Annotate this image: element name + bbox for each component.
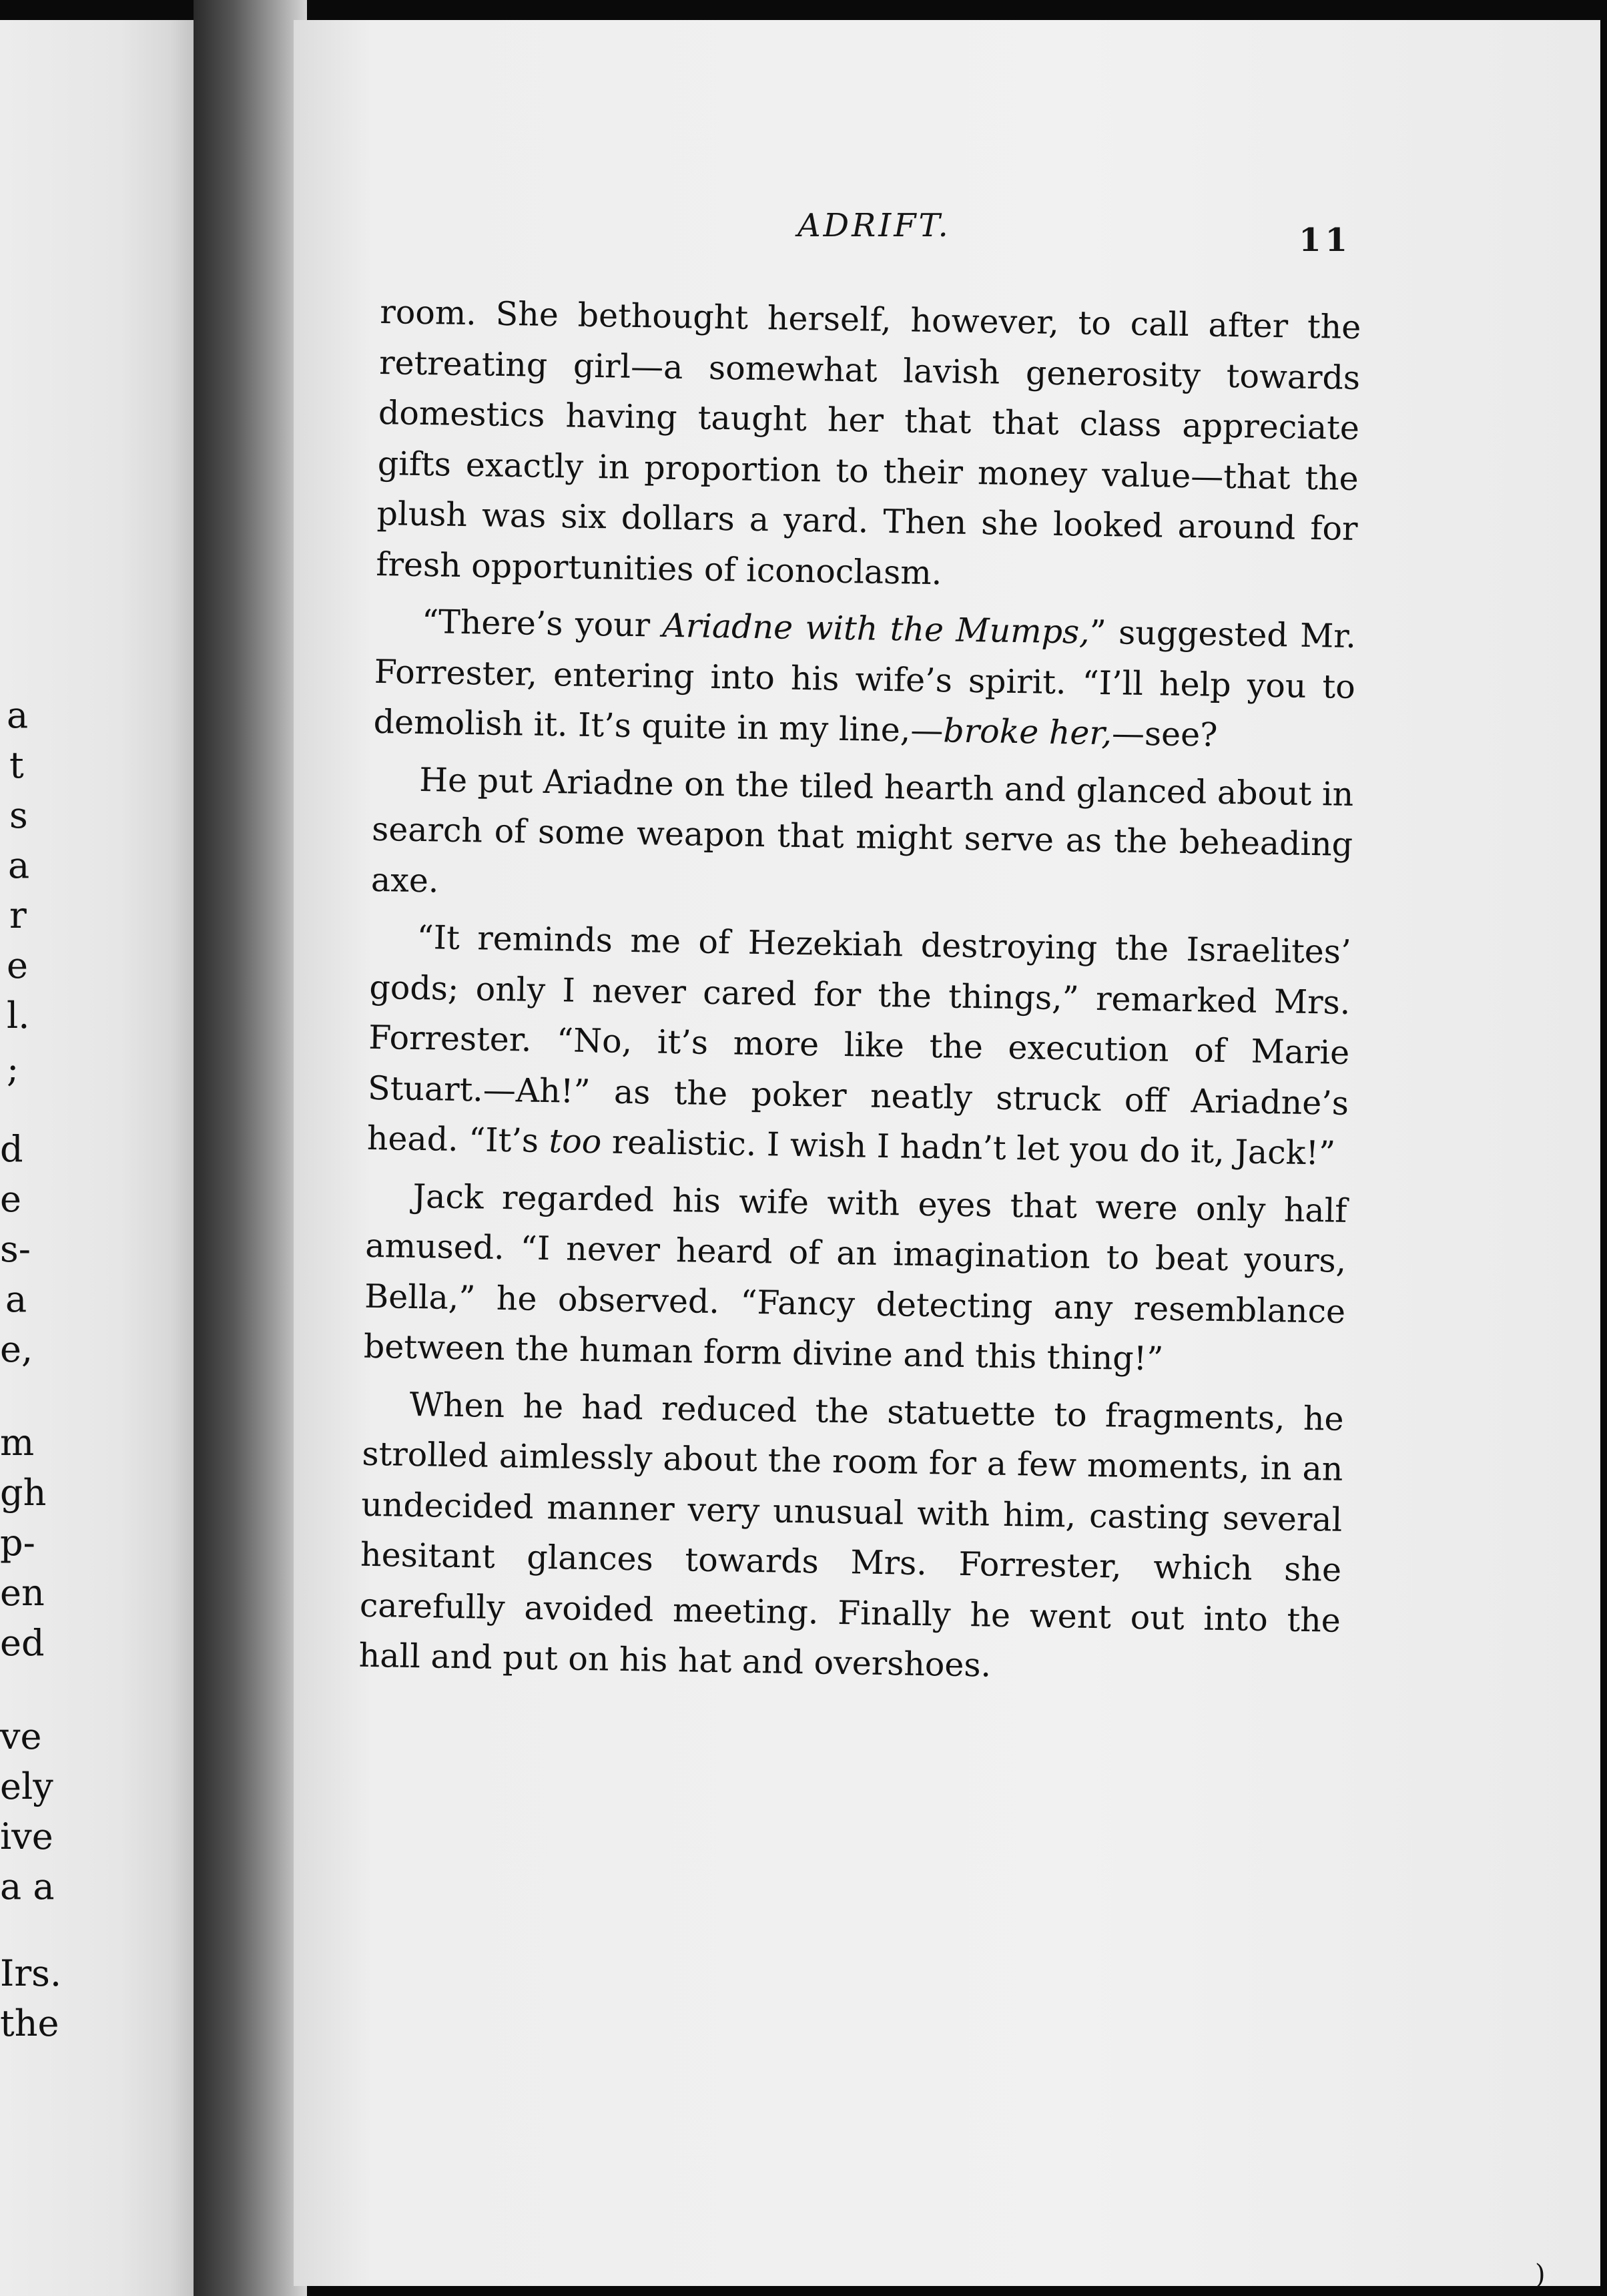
left-page-fragment: a [7,694,29,736]
paragraph-2-italic-title: Ariadne with the Mumps, [662,606,1090,651]
left-page-fragment: l. [7,994,30,1037]
page-header [504,207,1351,267]
left-page-fragment: ely [0,1765,53,1807]
paragraph-1: room. She bethought herself, however, to call after the retreating girl—a somewhat lavish generosity towards domestics having taught her that that class appreciate gifts exactly in proportion to their money value—that the plush was six dollars a yard. Then she looked around for fresh opportunities of iconoclasm. [376,292,1361,592]
book-gutter-shadow [194,0,307,2296]
left-page-fragment: d [0,1128,23,1170]
left-page-fragment: m [0,1422,35,1464]
left-page-fragment: a [5,1278,27,1320]
bottom-margin-mark: ) [1535,2259,1546,2290]
paragraph-6: When he had reduced the statuette to fragments, he strolled aimlessly about the room for a few moments, in an undecided manner very unusual with him, casting several hesitant glances towards Mrs. Forrester, which she carefully avoided meeting. Finally he went out into the hall and put on his hat and overshoes. [358,1385,1344,1685]
left-page-fragment: r [9,894,27,936]
paragraph-5: Jack regarded his wife with eyes that were only half amused. “I never heard of an imagination to beat yours, Bella,” he observed. “Fancy detecting any resemblance between the human form divine and this thing!” [363,1177,1347,1378]
left-page-fragment: e [0,1178,21,1220]
paragraph-2-part-a: “There’s your [421,603,663,645]
running-head: ADRIFT. [797,207,951,244]
left-page-fragment: e [7,944,28,986]
paragraph-4-italic: too [549,1122,602,1161]
left-page-fragment: s- [0,1228,31,1270]
paragraph-4-part-b: realistic. I wish I hadn’t let you do it, Jack!” [601,1123,1336,1173]
paragraph-2 [373,596,1356,763]
left-page-fragment: ed [0,1622,45,1664]
left-page-fragment: ive [0,1815,53,1857]
left-page-fragment: ; [7,1048,19,1090]
left-page-fragment: en [0,1572,45,1614]
left-page-fragment: ve [0,1715,42,1757]
paragraph-3: He put Ariadne on the tiled hearth and glanced about in search of some weapon that might serve as the beheading axe. [370,760,1354,900]
left-page-fragment: a [8,844,30,886]
page-number: 11 [1299,222,1351,259]
left-page-fragment: p- [0,1522,35,1564]
left-facing-page [0,20,200,2296]
left-page-fragment: the [0,2002,59,2044]
left-page-fragment: s [9,794,28,836]
left-page-fragment: Irs. [0,1952,62,1994]
paragraph-2-part-b: ” suggested Mr. Forrester, entering into his wife’s spirit. “I’ll help you to demolish it. It’s quite in my line,— [373,613,1357,750]
paragraph-2-part-c: —see? [1111,714,1218,754]
left-page-fragment: gh [0,1472,47,1514]
paragraph-2-italic-pun: broke her, [942,711,1112,753]
left-page-fragment: t [9,744,24,786]
left-page-fragment: e, [0,1328,33,1370]
paragraph-4 [366,912,1351,1179]
left-page-fragment: a a [0,1866,55,1908]
paragraph-4-part-a: “It reminds me of Hezekiah destroying the Israelites’ gods; only I never cared for the things,” remarked Mrs. Forrester. “No, it’s more like the execution of Marie Stuart.—Ah!” as the poker neatly struck off Ariadne’s head. “It’s [366,918,1351,1161]
body-text [358,287,1361,1703]
